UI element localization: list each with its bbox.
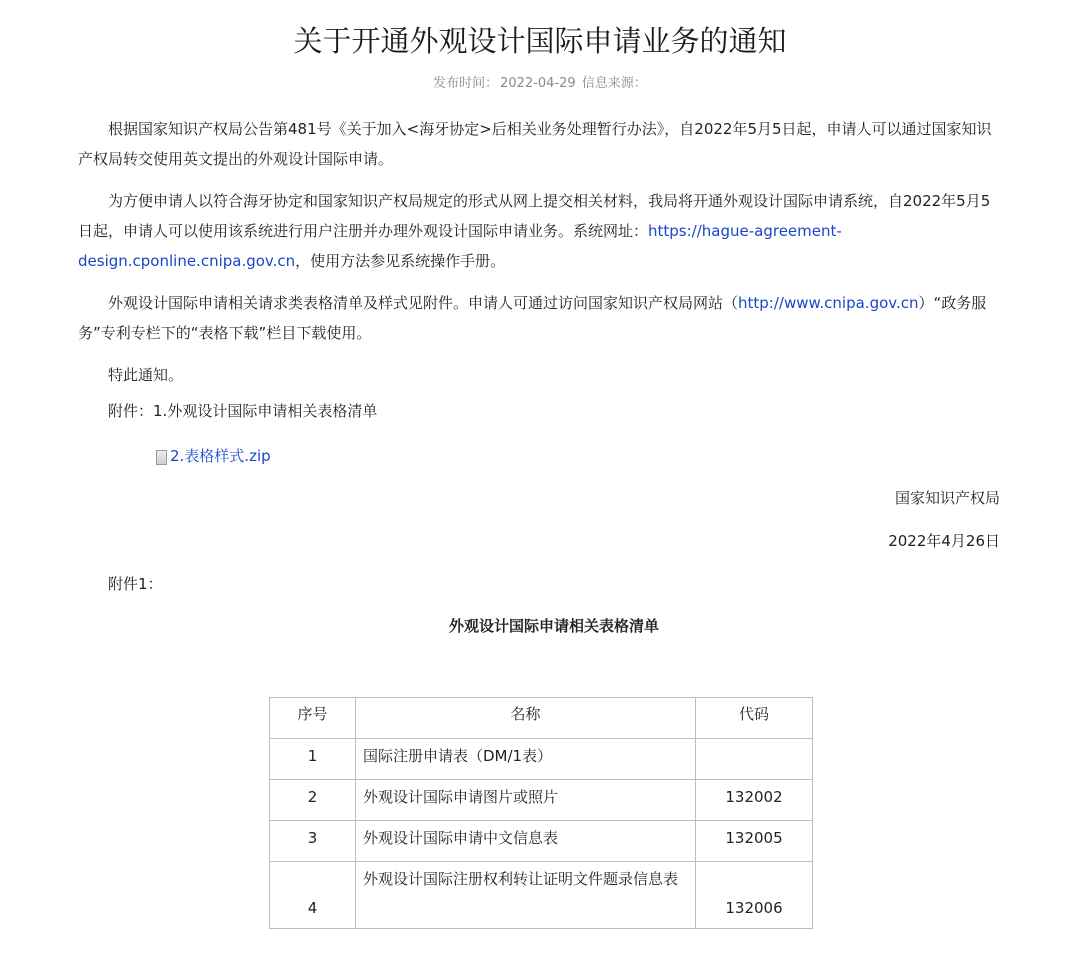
paragraph-3-tail: ）“政务服务”专利专栏下的“表格下载”栏目下载使用。 [78,294,987,342]
publish-date: 2022-04-29 [500,76,576,91]
header-code: 代码 [696,698,813,739]
row-name: 外观设计国际注册权利转让证明文件题录信息表 [356,862,696,929]
row-code: 132006 [696,862,813,929]
row-num: 2 [270,780,356,821]
row-num: 4 [270,862,356,929]
table-row [270,862,813,929]
header-num: 序号 [270,698,356,739]
publish-label: 发布时间： [433,76,499,91]
publish-meta [0,72,1080,91]
paragraph-2-tail: ，使用方法参见系统操作手册。 [295,252,506,270]
table-row [270,739,813,780]
table-row [270,821,813,862]
paragraph-3 [78,288,1002,348]
attachment-zip-link[interactable]: 2.表格样式.zip [170,447,271,465]
row-name: 外观设计国际申请图片或照片 [356,780,696,821]
paragraph-4: 特此通知。 [108,366,184,384]
row-code: 132002 [696,780,813,821]
system-url-link[interactable]: https://hague-agreement-design.cponline.cnipa.gov.cn [78,222,842,270]
row-name: 外观设计国际申请中文信息表 [356,821,696,862]
paragraph-2 [78,186,1002,276]
page-title: 关于开通外观设计国际申请业务的通知 [293,24,787,58]
attachment-item-2[interactable] [156,443,271,469]
row-code: 132005 [696,821,813,862]
row-num: 1 [270,739,356,780]
paragraph-3-text: 外观设计国际申请相关请求类表格清单及样式见附件。申请人可通过访问国家知识产权局网站（ [108,294,739,312]
attachment-item-1: 1.外观设计国际申请相关表格清单 [153,402,378,420]
table-header-row [270,698,813,739]
appendix-label: 附件1： [108,575,163,593]
row-num: 3 [270,821,356,862]
attachments-line [108,398,377,424]
attachments-label: 附件： [108,402,154,420]
header-name: 名称 [356,698,696,739]
signature-date: 2022年4月26日 [888,532,1000,550]
file-icon [156,450,167,465]
signature-org: 国家知识产权局 [894,489,1000,507]
row-name: 国际注册申请表（DM/1表） [356,739,696,780]
cnipa-site-link[interactable]: http://www.cnipa.gov.cn [738,294,919,312]
notice-body [78,114,1002,402]
forms-table [269,697,813,929]
row-code [696,739,813,780]
table-title: 外观设计国际申请相关表格清单 [448,617,659,635]
source-label: 信息来源： [581,76,647,91]
paragraph-1: 根据国家知识产权局公告第481号《关于加入<海牙协定>后相关业务处理暂行办法》，自2022年5月5日起，申请人可以通过国家知识产权局转交使用英文提出的外观设计国际申请。 [78,120,992,168]
paragraph-2-text: 为方便申请人以符合海牙协定和国家知识产权局规定的形式从网上提交相关材料，我局将开通外观设计国际申请系统，自2022年5月5日起，申请人可以使用该系统进行用户注册并办理外观设计国际申请业务。系统网址： [78,192,991,240]
table-row [270,780,813,821]
